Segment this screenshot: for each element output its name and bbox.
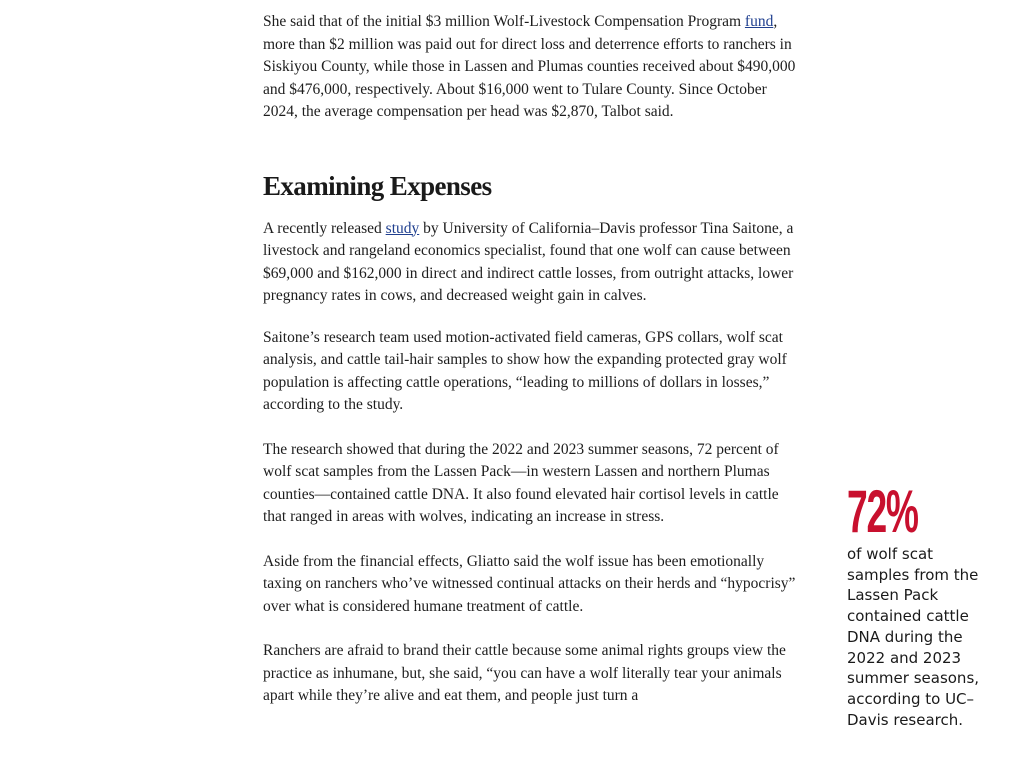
fund-link[interactable]: fund [744,13,774,30]
paragraph-research-findings: The research showed that during the 2022 and 2023 summer seasons, 72 percent of wolf scat samples from the Lassen Pack—in western Lassen and northern Plumas counties—contained cattle DNA. It also found elevated hair cortisol levels in cattle that ranged in areas with wolves, indicating an increase in stress. [263,440,779,525]
paragraph-text: She said that of the initial $3 million Wolf-Livestock Compensation Program [263,13,745,30]
paragraph-text: A recently released [263,219,386,237]
paragraph-emotional-toll: Aside from the financial effects, Gliatto said the wolf issue has been emotionally taxing on ranchers who’ve witnessed continual attacks on their herds and “hypocrisy” over what is considered humane treatment of cattle. [263,552,796,615]
paragraph-text: , more than $2 million was paid out for direct loss and deterrence efforts to ranchers in Siskiyou County, while those in Lassen and Plumas counties received about $490,000 and $476,000, respectively. About $16,000 went to Tulare County. Since October 2024, the average compensation per head was $2,870, Talbot said. [263,13,796,120]
paragraph-compensation [263,11,803,124]
pull-quote-caption: of wolf scat samples from the Lassen Pack contained cattle DNA during the 2022 and 2023 summer seasons, according to UC–Davis research. [847,545,980,729]
pull-quote-stat: 72% [847,478,918,545]
article-body [263,11,803,730]
paragraph-text: by University of California–Davis professor Tina Saitone, a livestock and rangeland economics specialist, found that one wolf can cause between $69,000 and $162,000 in direct and indirect cattle losses, from outright attacks, lower pregnancy rates in cows, and decreased weight gain in calves. [263,219,794,304]
pull-quote [847,478,997,730]
paragraph-research-team: Saitone’s research team used motion-activated field cameras, GPS collars, wolf scat analysis, and cattle tail-hair samples to show how the expanding protected gray wolf population is affecting cattle operations, “leading to millions of dollars in losses,” according to the study. [263,328,787,413]
paragraph-branding: Ranchers are afraid to brand their cattle because some animal rights groups view the practice as inhumane, but, she said, “you can have a wolf literally tear your animals apart while they’re alive and eat them, and people just turn a [263,642,786,704]
study-link[interactable]: study [385,219,420,237]
paragraph-study [263,218,803,308]
section-heading: Examining Expenses [263,170,492,201]
